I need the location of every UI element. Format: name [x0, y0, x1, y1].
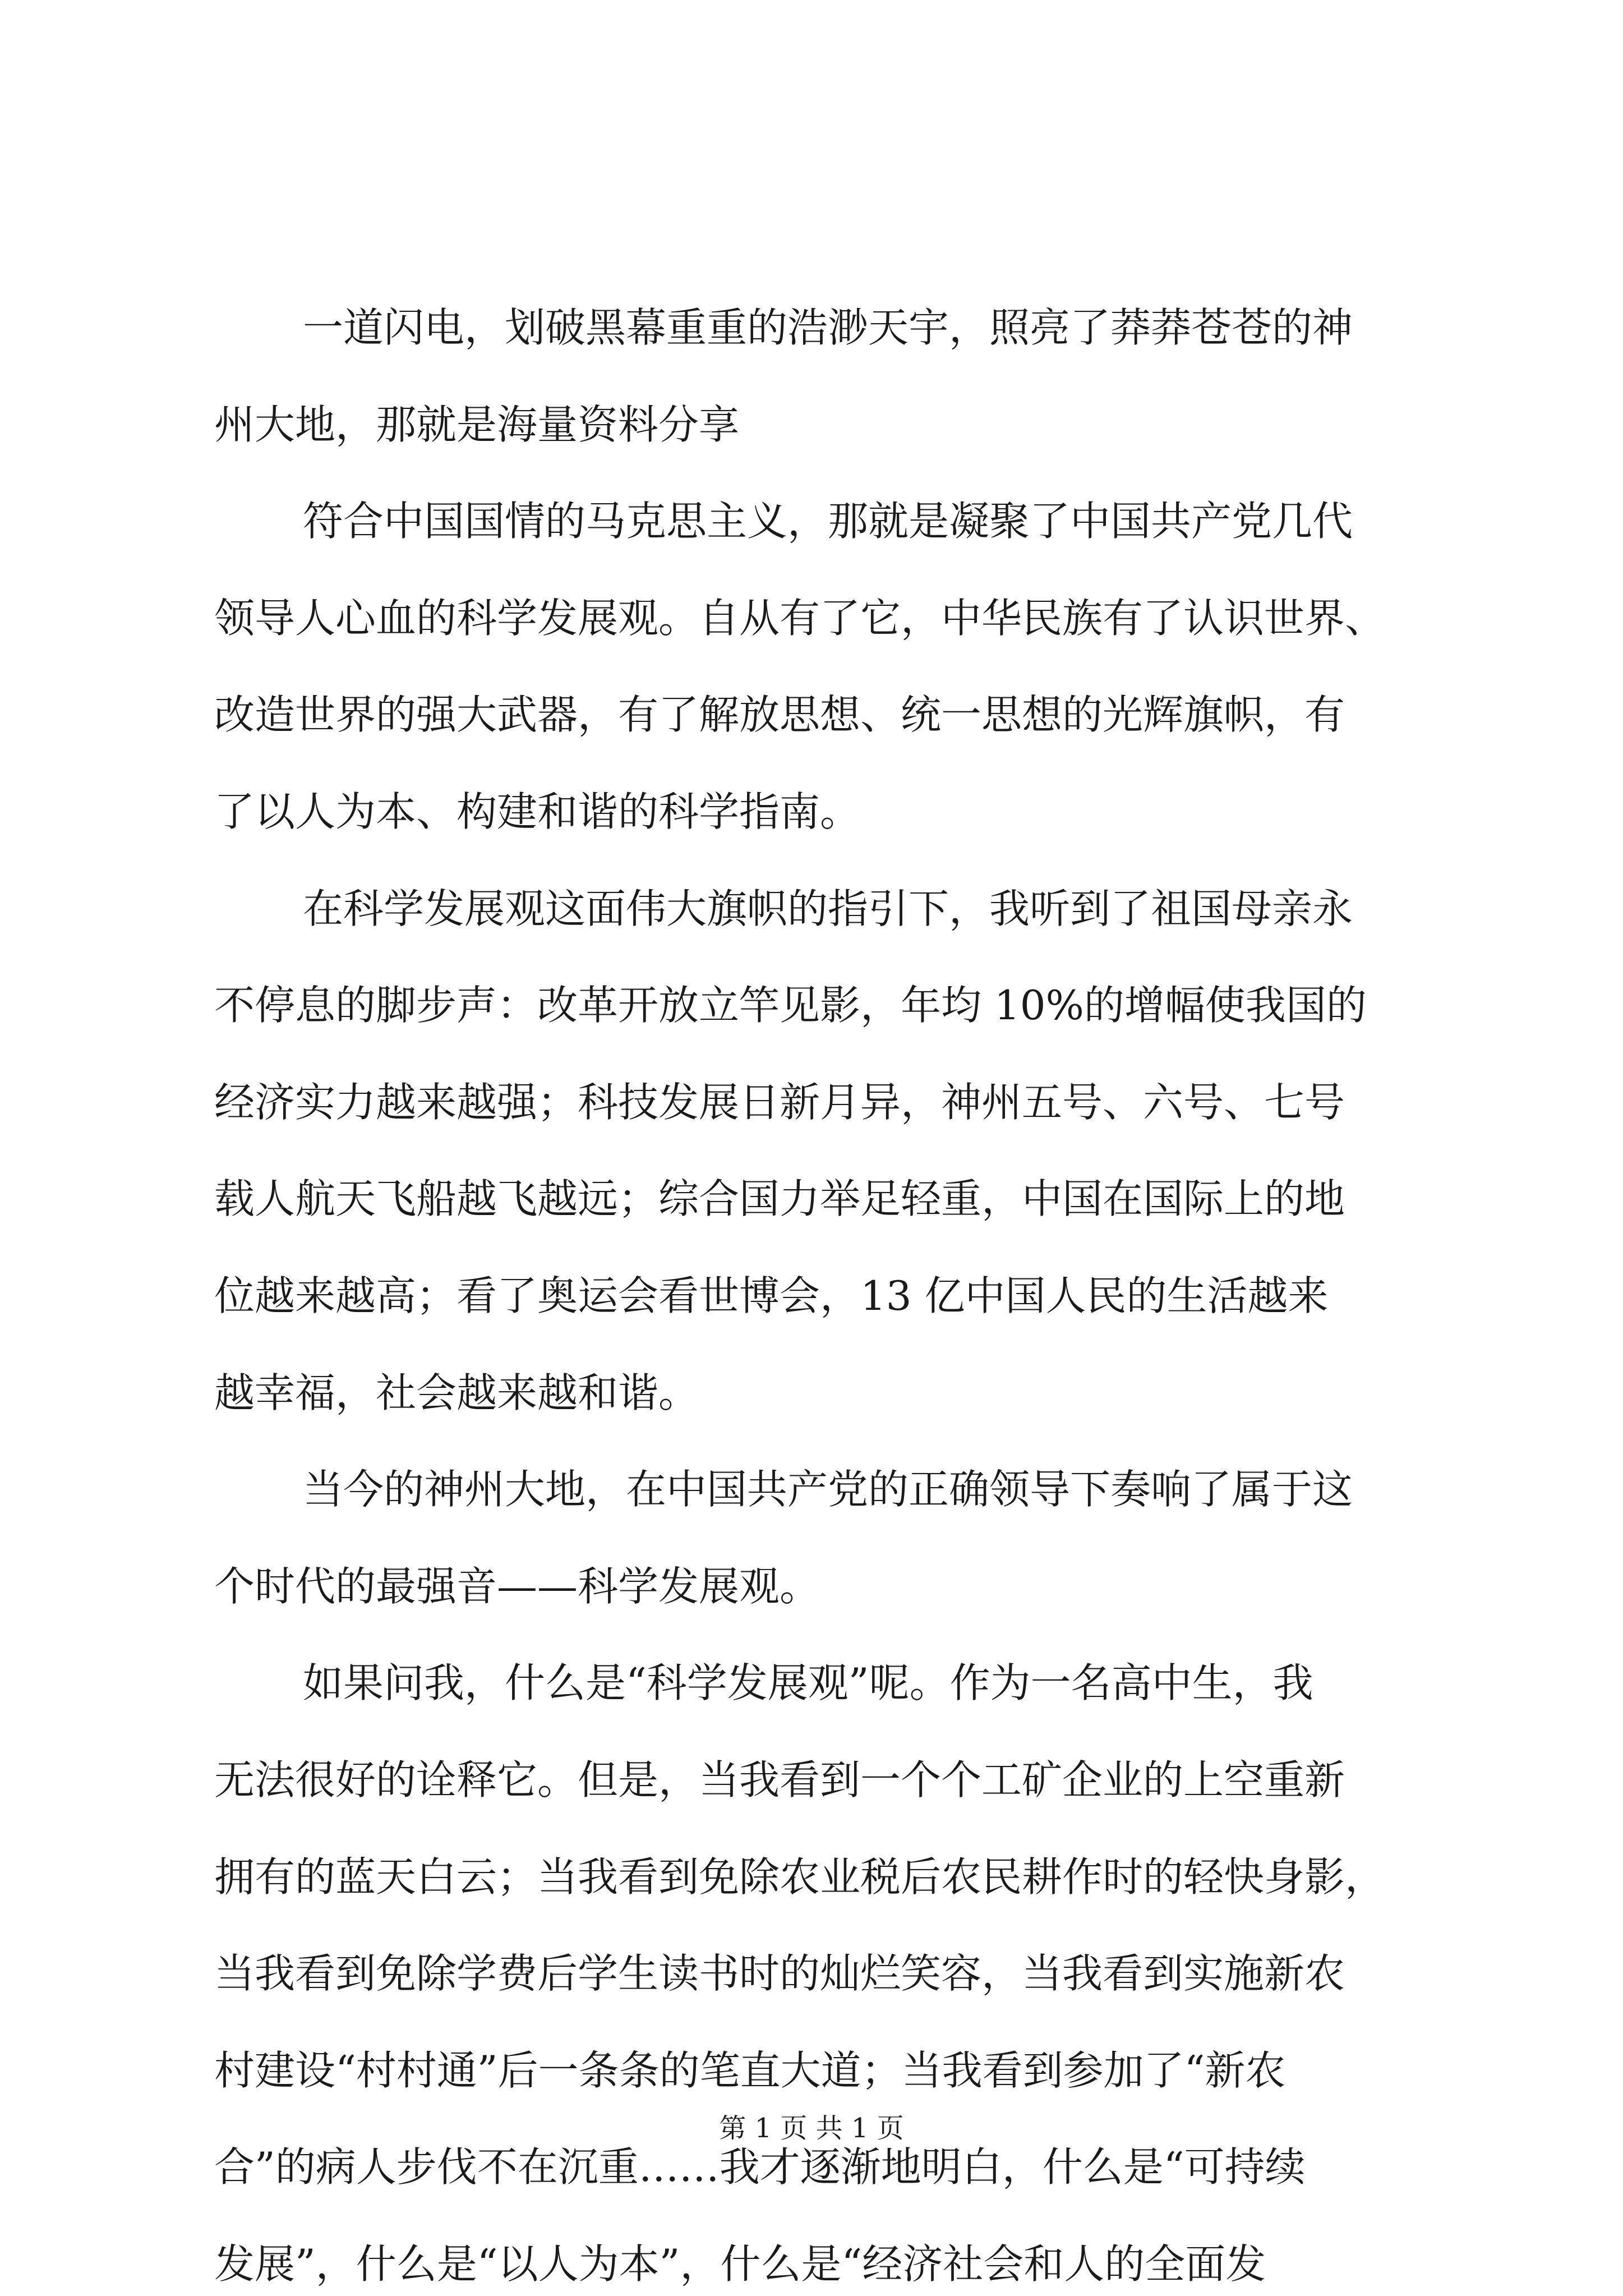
- paragraph-4-line-1: 当今的神州大地，在中国共产党的正确领导下奏响了属于这: [303, 1466, 1353, 1513]
- paragraph-2-line-3: 改造世界的强大武器，有了解放思想、统一思想的光辉旗帜，有: [214, 691, 1345, 738]
- paragraph-2-line-2: 领导人心血的科学发展观。自从有了它，中华民族有了认识世界、: [214, 595, 1386, 642]
- paragraph-1-line-1: 一道闪电，划破黑幕重重的浩渺天宇，照亮了莽莽苍苍的神: [303, 304, 1353, 351]
- paragraph-3-line-3: 经济实力越来越强；科技发展日新月异，神州五号、六号、七号: [214, 1079, 1345, 1126]
- paragraph-2-line-1: 符合中国国情的马克思主义，那就是凝聚了中国共产党几代: [303, 498, 1353, 545]
- paragraph-5-line-6: 合”的病人步伐不在沉重……我才逐渐地明白，什么是“可持续: [214, 2143, 1306, 2191]
- paragraph-1-line-2: 州大地，那就是海量资料分享: [214, 401, 740, 448]
- paragraph-5-line-7: 发展”，什么是“以人为本”，什么是“经济社会和人的全面发: [214, 2240, 1266, 2288]
- paragraph-3-line-6: 越幸福，社会越来越和谐。: [214, 1369, 699, 1416]
- paragraph-3-line-2: 不停息的脚步声：改革开放立竿见影，年均 10%的增幅使我国的: [214, 982, 1367, 1029]
- paragraph-5-line-4: 当我看到免除学费后学生读书时的灿烂笑容，当我看到实施新农: [214, 1950, 1345, 1997]
- paragraph-3-line-5: 位越来越高；看了奥运会看世博会，13 亿中国人民的生活越来: [214, 1272, 1329, 1319]
- paragraph-5-line-2: 无法很好的诠释它。但是，当我看到一个个工矿企业的上空重新: [214, 1756, 1345, 1803]
- paragraph-5-line-3: 拥有的蓝天白云；当我看到免除农业税后农民耕作时的轻快身影，: [214, 1853, 1386, 1901]
- paragraph-4-line-2: 个时代的最强音——科学发展观。: [214, 1563, 820, 1610]
- paragraph-3-line-4: 载人航天飞船越飞越远；综合国力举足轻重，中国在国际上的地: [214, 1175, 1345, 1222]
- paragraph-2-line-4: 了以人为本、构建和谐的科学指南。: [214, 788, 861, 835]
- paragraph-5-line-1: 如果问我，什么是“科学发展观”呢。作为一名高中生，我: [303, 1659, 1313, 1706]
- paragraph-5-line-5: 村建设“村村通”后一条条的笔直大道；当我看到参加了“新农: [214, 2047, 1286, 2094]
- page-footer: 第 1 页 共 1 页: [719, 2113, 904, 2144]
- paragraph-3-line-1: 在科学发展观这面伟大旗帜的指引下，我听到了祖国母亲永: [303, 885, 1353, 932]
